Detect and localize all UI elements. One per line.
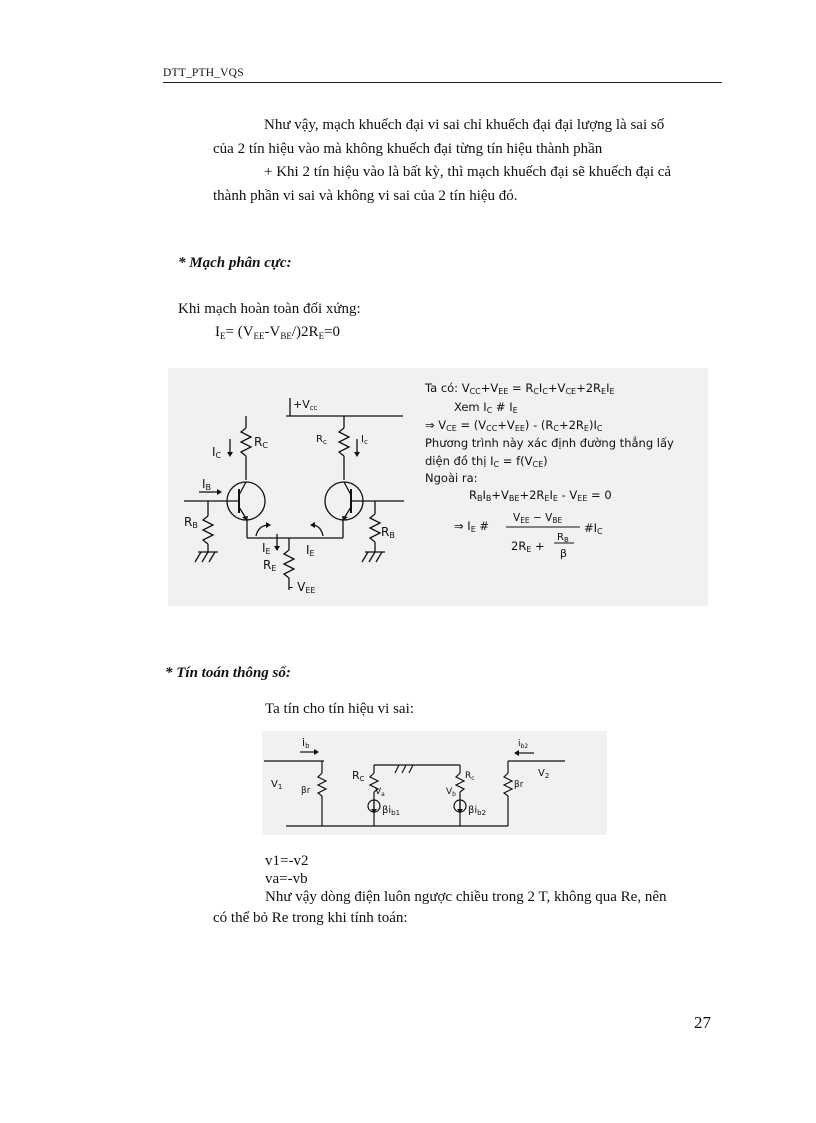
- symmetric-text: Khi mạch hoàn toàn đối xứng:: [178, 301, 361, 317]
- small-signal-svg: [262, 731, 607, 835]
- section-heading-parameters: * Tín toán thông số:: [165, 665, 291, 681]
- running-header: DTT_PTH_VQS: [163, 67, 244, 79]
- eq-kirchhoff: Ta có: VCC+VEE = RCIC+VCE+2REIE: [425, 381, 615, 396]
- eq-rb-over-beta: $R_B$: [557, 532, 569, 544]
- ib-label: IB: [202, 477, 212, 492]
- eq-ie-lhs: ⇒ IE #: [454, 519, 490, 534]
- eq-v1-v2: v1=-v2: [265, 853, 309, 869]
- conclusion-line-1: Như vậy dòng điện luôn ngược chiều trong 2 T, không qua Re, nên: [265, 889, 667, 905]
- intro-line-1: Như vậy, mạch khuếch đại vi sai chỉ khuếch đại đại lượng là sai số: [264, 117, 665, 133]
- eq-ic-function: diện đồ thị IC = f(VCE): [425, 454, 548, 469]
- header-rule: [163, 82, 722, 83]
- beta-r-right-label: βr: [514, 780, 524, 790]
- page-number: 27: [694, 1013, 711, 1032]
- ib-label: ib: [302, 736, 310, 750]
- vb-label: $V_b$: [446, 787, 456, 798]
- rc-left-label: RC: [254, 435, 268, 450]
- rb-right-label: RB: [381, 525, 395, 540]
- eq-ngoai-ra: Ngoài ra:: [425, 471, 478, 485]
- eq-ie-numerator: VEE − VBE: [513, 512, 563, 525]
- eq-approx: Xem IC # IE: [454, 400, 518, 415]
- rc-left-label: RC: [352, 769, 365, 783]
- eq-ie-ic: #IC: [584, 521, 603, 536]
- eq-beta: β: [560, 547, 568, 560]
- beta-r-left-label: βr: [301, 786, 311, 796]
- va-label: $V_a$: [375, 787, 385, 798]
- section-heading-bias: * Mạch phân cực:: [178, 255, 292, 271]
- ie-left-label: IE: [262, 541, 271, 556]
- rc-right-label: $R_c$: [316, 434, 327, 446]
- eq-ie-denominator: 2RE +: [511, 539, 545, 554]
- ib2-label: $i_{b2}$: [518, 739, 529, 750]
- ie-right-label: IE: [306, 543, 315, 558]
- vee-label: - VEE: [289, 580, 316, 595]
- conclusion-line-2: có thể bỏ Re trong khi tính toán:: [213, 910, 408, 926]
- bias-circuit-svg: [168, 368, 708, 606]
- rc-right-label: $R_c$: [465, 771, 475, 782]
- vcc-label: +Vcc: [293, 398, 318, 412]
- eq-base-loop: RBIB+VBE+2REIE - VEE = 0: [469, 488, 612, 503]
- ic-left-label: IC: [212, 445, 222, 460]
- differential-signal-text: Ta tín cho tín hiệu vi sai:: [265, 701, 414, 717]
- eq-va-vb: va=-vb: [265, 871, 308, 887]
- intro-line-4: thành phần vi sai và không vi sai của 2 tín hiệu đó.: [213, 188, 518, 204]
- intro-line-3: + Khi 2 tín hiệu vào là bất kỳ, thì mạch khuếch đại sẽ khuếch đại cả: [264, 164, 672, 180]
- figure-small-signal: [262, 731, 607, 835]
- eq-text-line: Phương trình này xác định đường thẳng lấy: [425, 436, 674, 450]
- source-ib1-label: $\beta i_{b1}$: [382, 805, 401, 817]
- ie-formula: $I_E= (V_{EE}-V_{BE}/)2R_E=0$: [215, 324, 341, 341]
- rb-left-label: RB: [184, 515, 198, 530]
- eq-vce: ⇒ VCE = (VCC+VEE) - (RC+2RE)IC: [425, 418, 603, 433]
- v2-label: $V_2$: [538, 768, 550, 780]
- figure-bias-circuit: [168, 368, 708, 606]
- intro-line-2: của 2 tín hiệu vào mà không khuếch đại từng tín hiệu thành phần: [213, 141, 603, 157]
- re-label: RE: [263, 558, 277, 573]
- ic-right-label: $I_c$: [361, 434, 368, 446]
- source-ib2-label: $\beta i_{b2}$: [468, 805, 487, 817]
- v1-label: $V_1$: [271, 779, 283, 791]
